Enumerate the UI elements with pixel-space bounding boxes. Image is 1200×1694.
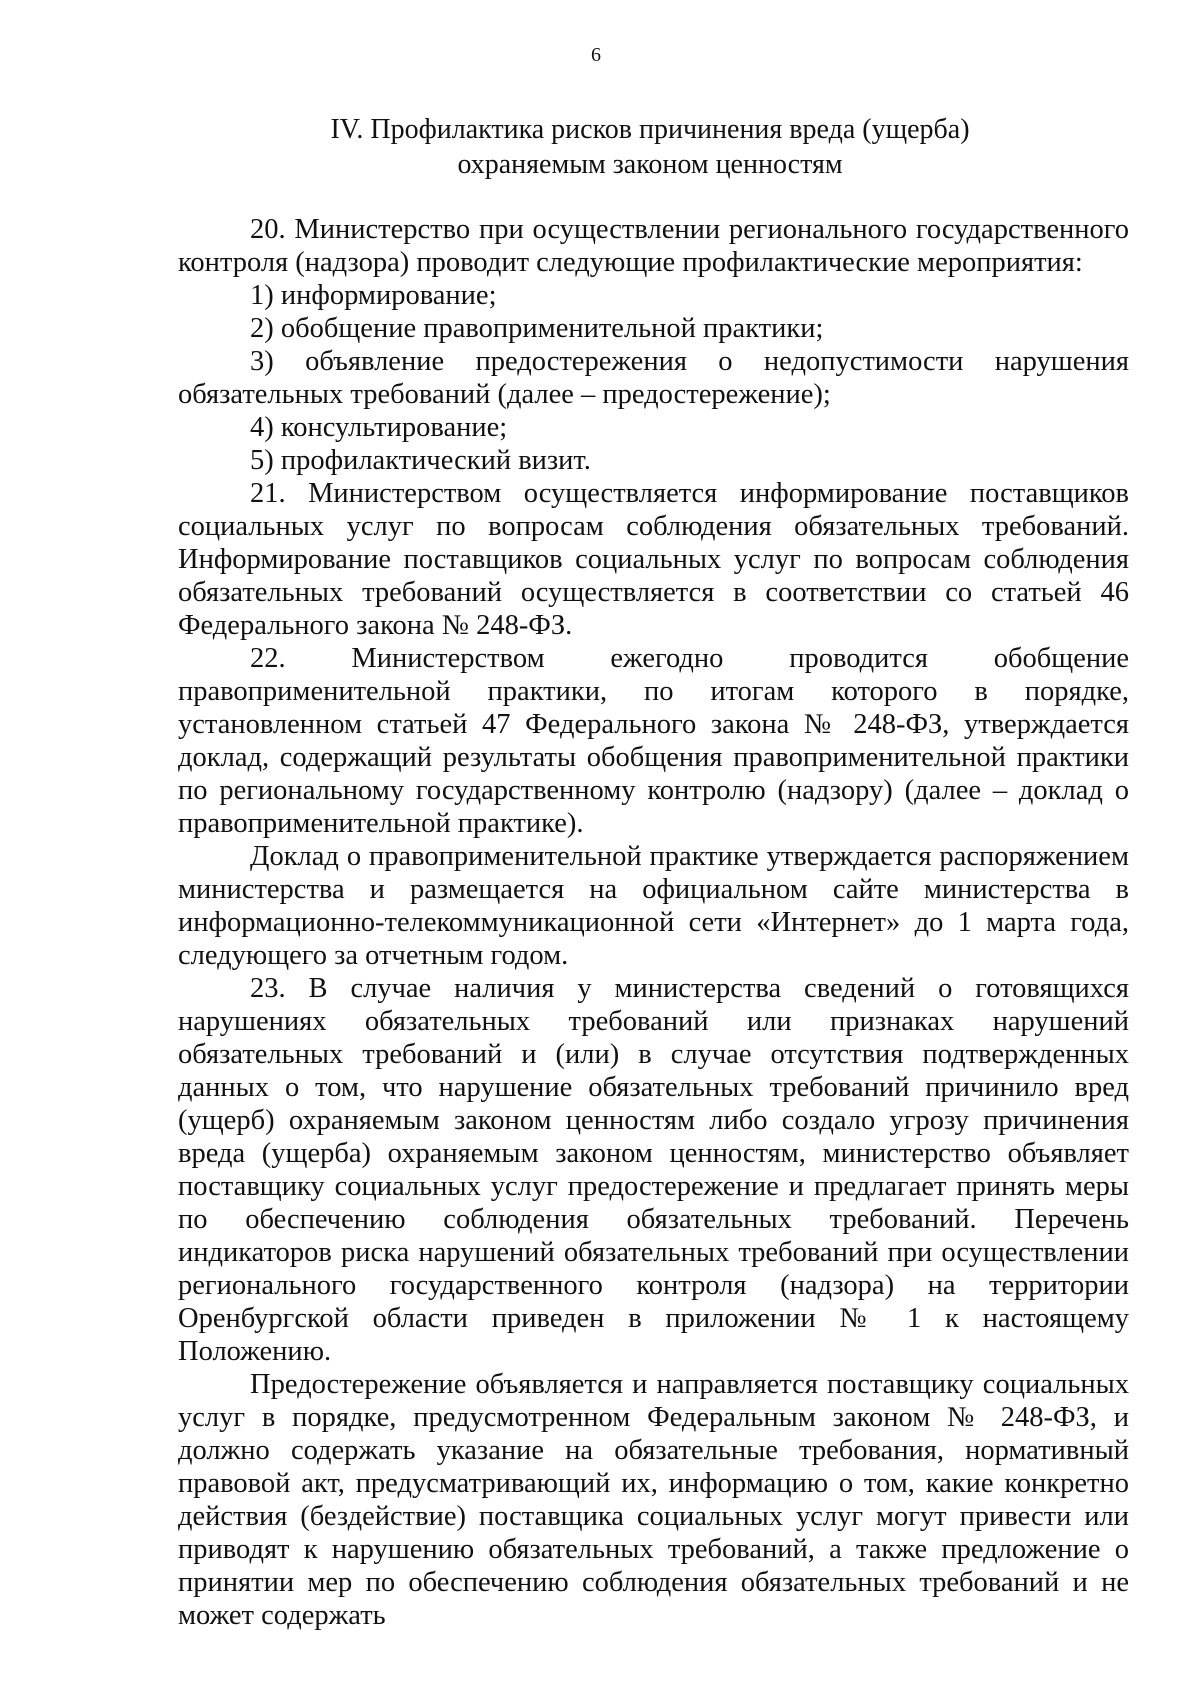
list-item-1: 1) информирование; [250, 280, 497, 311]
list-item-5: 5) профилактический визит. [250, 445, 591, 476]
list-item-3: 3) объявление предостережения о недопустимости нарушения обязательных требований (далее – предостережение); [178, 346, 1129, 410]
paragraph-23: 23. В случае наличия у министерства сведений о готовящихся нарушениях обязательных требований или признаках нарушений обязательных требований и (или) в случае отсутствия подтвержденных данных о том, что нарушение обязательных требований причинило вред (ущерб) охраняемым законом ценностям либо создало угрозу причинения вреда (ущерба) охраняемым законом ценностям, министерство объявляет поставщику социальных услуг предостережение и предлагает принять меры по обеспечению соблюдения обязательных требований. Перечень индикаторов риска нарушений обязательных требований при осуществлении регионального государственного контроля (надзора) на территории Оренбургской области приведен в приложении № 1 к настоящему Положению. [178, 973, 1129, 1367]
section-heading-line-1: IV. Профилактика рисков причинения вреда (ущерба) [330, 114, 970, 145]
paragraph-21: 21. Министерством осуществляется информирование поставщиков социальных услуг по вопросам соблюдения обязательных требований. Информирование поставщиков социальных услуг по вопросам соблюдения обязательных требований осуществляется в соответствии со статьей 46 Федерального закона № 248-ФЗ. [178, 478, 1129, 641]
paragraph-warning: Предостережение объявляется и направляется поставщику социальных услуг в порядке, предусмотренном Федеральным законом № 248-ФЗ, и должно содержать указание на обязательные требования, нормативный правовой акт, предусматривающий их, информацию о том, какие конкретно действия (бездействие) поставщика социальных услуг могут привести или приводят к нарушению обязательных требований, а также предложение о принятии мер по обеспечению соблюдения обязательных требований и не может содержать [178, 1369, 1129, 1631]
list-item-2: 2) обобщение правоприменительной практики; [250, 313, 824, 344]
section-heading-line-2: охраняемым законом ценностям [457, 149, 843, 180]
paragraph-20: 20. Министерство при осуществлении регионального государственного контроля (надзора) проводит следующие профилактические мероприятия: [178, 214, 1129, 278]
paragraph-report: Доклад о правоприменительной практике утверждается распоряжением министерства и размещается на официальном сайте министерства в информационно-телекоммуникационной сети «Интернет» до 1 марта года, следующего за отчетным годом. [178, 841, 1129, 971]
section-heading [170, 112, 1130, 182]
page-number: 6 [591, 44, 601, 66]
list-item-4: 4) консультирование; [250, 412, 508, 443]
paragraph-22: 22. Министерством ежегодно проводится обобщение правоприменительной практики, по итогам которого в порядке, установленном статьей 47 Федерального закона № 248-ФЗ, утверждается доклад, содержащий результаты обобщения правоприменительной практики по региональному государственному контролю (надзору) (далее – доклад о правоприменительной практике). [178, 643, 1129, 839]
document-body [178, 213, 1129, 1632]
